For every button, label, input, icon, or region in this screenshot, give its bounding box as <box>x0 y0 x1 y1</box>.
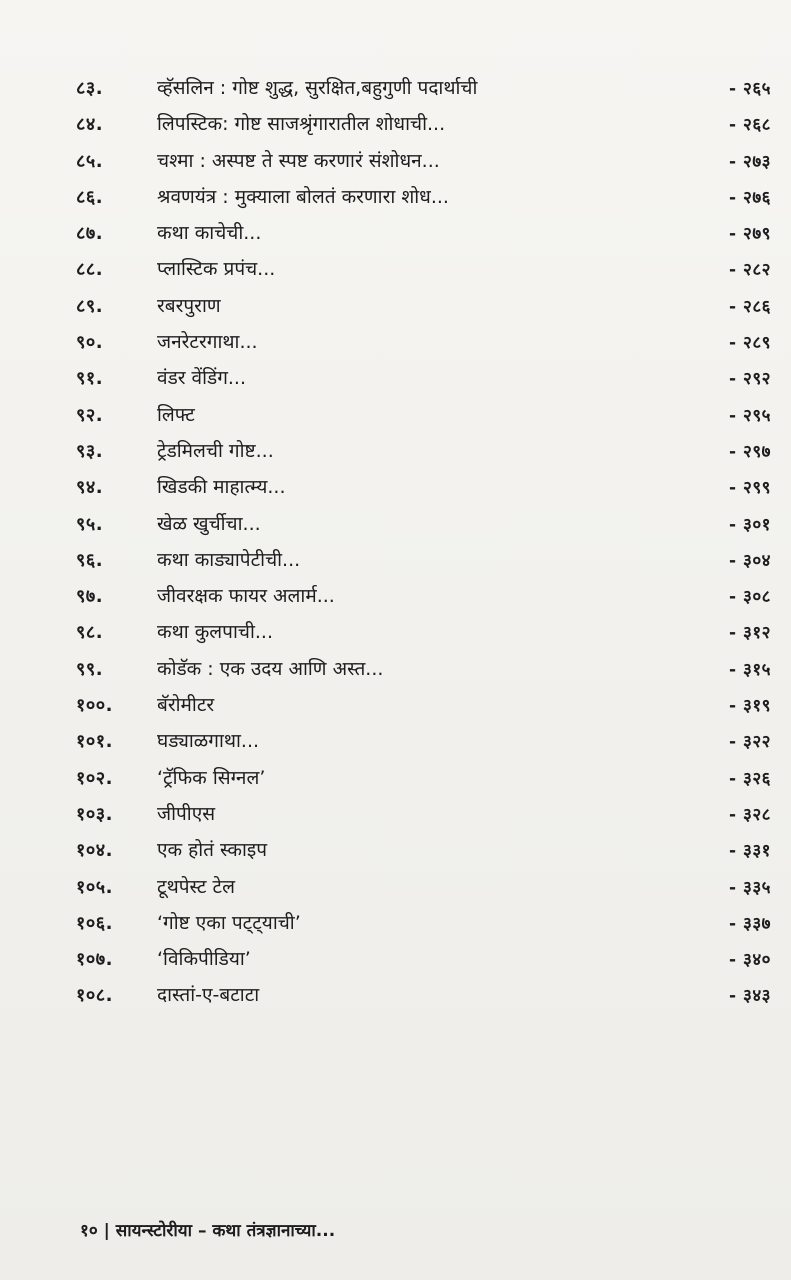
toc-entry <box>0 975 791 1011</box>
chapter-title: टूथपेस्ट टेल <box>157 875 235 898</box>
chapter-title: कथा काड्यापेटीची... <box>157 548 301 571</box>
toc-entry <box>0 576 791 612</box>
page-number: - ३०१ <box>729 514 771 535</box>
chapter-title: कोडॅक : एक उदय आणि अस्त... <box>157 657 384 680</box>
toc-entry <box>0 685 791 721</box>
chapter-number: १०७. <box>76 949 113 971</box>
toc-entry <box>0 141 791 177</box>
page-number: - २८६ <box>729 296 771 317</box>
toc-entry <box>0 540 791 576</box>
toc-entry <box>0 213 791 249</box>
toc-entry <box>0 249 791 285</box>
chapter-number: १००. <box>76 695 113 717</box>
chapter-title: घड्याळगाथा... <box>157 730 260 753</box>
chapter-number: ९५. <box>76 513 104 535</box>
toc-entry <box>0 794 791 830</box>
chapter-title: प्लास्टिक प्रपंच... <box>157 258 276 281</box>
chapter-number: ९८. <box>76 622 104 644</box>
page-number: - २६५ <box>729 79 771 99</box>
chapter-title: लिफ्ट <box>157 403 195 426</box>
toc-entry <box>0 68 791 104</box>
page-number: - २६८ <box>729 115 771 136</box>
page-footer: १० | सायन्स्टोरीया – कथा तंत्रज्ञानाच्या... <box>80 1221 336 1241</box>
page-number: - २८९ <box>729 333 771 354</box>
page-number: - ३२८ <box>729 804 771 825</box>
chapter-number: ८३. <box>76 78 104 99</box>
page-number: - २९५ <box>729 405 771 426</box>
chapter-number: ९९. <box>76 658 104 680</box>
chapter-number: ८८. <box>76 259 104 281</box>
page-number: - २९२ <box>729 369 771 390</box>
chapter-title: रबरपुराण <box>157 294 221 317</box>
chapter-number: ८४. <box>76 114 104 136</box>
page-number: - ३०४ <box>729 550 771 571</box>
table-of-contents <box>0 68 791 1012</box>
chapter-number: १०४. <box>76 840 113 862</box>
chapter-number: १०१. <box>76 731 113 753</box>
chapter-title: व्हॅसलिन : गोष्ट शुद्ध, सुरक्षित,बहुगुणी पदार्थाची <box>157 77 478 99</box>
chapter-number: १०२. <box>76 767 113 789</box>
chapter-number: ९३. <box>76 440 104 462</box>
toc-entry <box>0 358 791 394</box>
page-number: - २८२ <box>729 260 771 281</box>
chapter-number: ९१. <box>76 368 104 390</box>
chapter-title: खेळ खुर्चीचा... <box>157 512 261 535</box>
toc-entry <box>0 721 791 757</box>
chapter-number: १०५. <box>76 876 113 898</box>
toc-entry <box>0 395 791 431</box>
chapter-title: चश्मा : अस्पष्ट ते स्पष्ट करणारं संशोधन... <box>157 149 440 172</box>
chapter-number: ८७. <box>76 223 104 245</box>
page-number: - ३३७ <box>729 913 771 934</box>
toc-entry <box>0 612 791 648</box>
page-number: - २७३ <box>729 151 771 172</box>
chapter-title: कथा काचेची... <box>157 222 262 245</box>
page-number: - ३३५ <box>729 877 771 898</box>
chapter-number: ९६. <box>76 549 104 571</box>
chapter-title: ‘गोष्ट एका पट्ट्याची’ <box>157 911 301 934</box>
toc-entry <box>0 649 791 685</box>
toc-entry <box>0 286 791 322</box>
chapter-title: बॅरोमीटर <box>157 694 215 717</box>
toc-entry <box>0 104 791 140</box>
chapter-number: १०६. <box>76 912 113 934</box>
chapter-title: कथा कुलपाची... <box>157 621 273 644</box>
chapter-title: जीवरक्षक फायर अलार्म... <box>157 585 335 608</box>
chapter-number: ९०. <box>76 332 104 354</box>
page-number: - २९९ <box>729 478 771 499</box>
page-number: - ३१२ <box>729 623 771 644</box>
chapter-title: दास्तां-ए-बटाटा <box>157 984 260 1007</box>
page-number: - ३०८ <box>729 587 771 608</box>
chapter-title: जीपीएस <box>157 802 216 825</box>
chapter-title: ‘विकिपीडिया’ <box>157 948 251 971</box>
chapter-number: ९४. <box>76 477 104 499</box>
chapter-title: ट्रेडमिलची गोष्ट... <box>157 439 274 462</box>
page-number: - ३२६ <box>729 768 771 789</box>
toc-entry <box>0 939 791 975</box>
chapter-number: ८६. <box>76 186 104 208</box>
toc-entry <box>0 467 791 503</box>
toc-entry <box>0 903 791 939</box>
toc-entry <box>0 867 791 903</box>
toc-entry <box>0 322 791 358</box>
chapter-number: १०८. <box>76 985 113 1007</box>
page-number: - २७९ <box>729 224 771 245</box>
chapter-title: एक होतं स्काइप <box>157 839 268 862</box>
page-number: - ३४३ <box>729 986 771 1007</box>
page-number: - ३१५ <box>729 659 771 680</box>
chapter-number: ९७. <box>76 586 104 608</box>
page-number: - ३१९ <box>729 696 771 717</box>
page-number: - ३२२ <box>729 732 771 753</box>
chapter-title: वंडर वेंडिंग... <box>157 367 247 390</box>
chapter-title: खिडकी माहात्म्य... <box>157 476 286 499</box>
toc-entry <box>0 758 791 794</box>
toc-entry <box>0 830 791 866</box>
chapter-title: श्रवणयंत्र : मुक्याला बोलतं करणारा शोध... <box>157 185 449 208</box>
chapter-title: ‘ट्रॅफिक सिग्नल’ <box>157 766 266 789</box>
page-number: - २७६ <box>729 187 771 208</box>
page-number: - ३३१ <box>729 841 771 862</box>
toc-entry <box>0 177 791 213</box>
chapter-number: ८५. <box>76 150 104 172</box>
page-number: - ३४० <box>729 950 771 971</box>
toc-entry <box>0 431 791 467</box>
chapter-title: जनरेटरगाथा... <box>157 331 258 354</box>
chapter-number: ८९. <box>76 295 104 317</box>
chapter-number: ९२. <box>76 404 104 426</box>
chapter-title: लिपस्टिक: गोष्ट साजश्रृंगारातील शोधाची... <box>157 113 446 136</box>
chapter-number: १०३. <box>76 803 113 825</box>
toc-entry <box>0 504 791 540</box>
page-number: - २९७ <box>729 441 771 462</box>
